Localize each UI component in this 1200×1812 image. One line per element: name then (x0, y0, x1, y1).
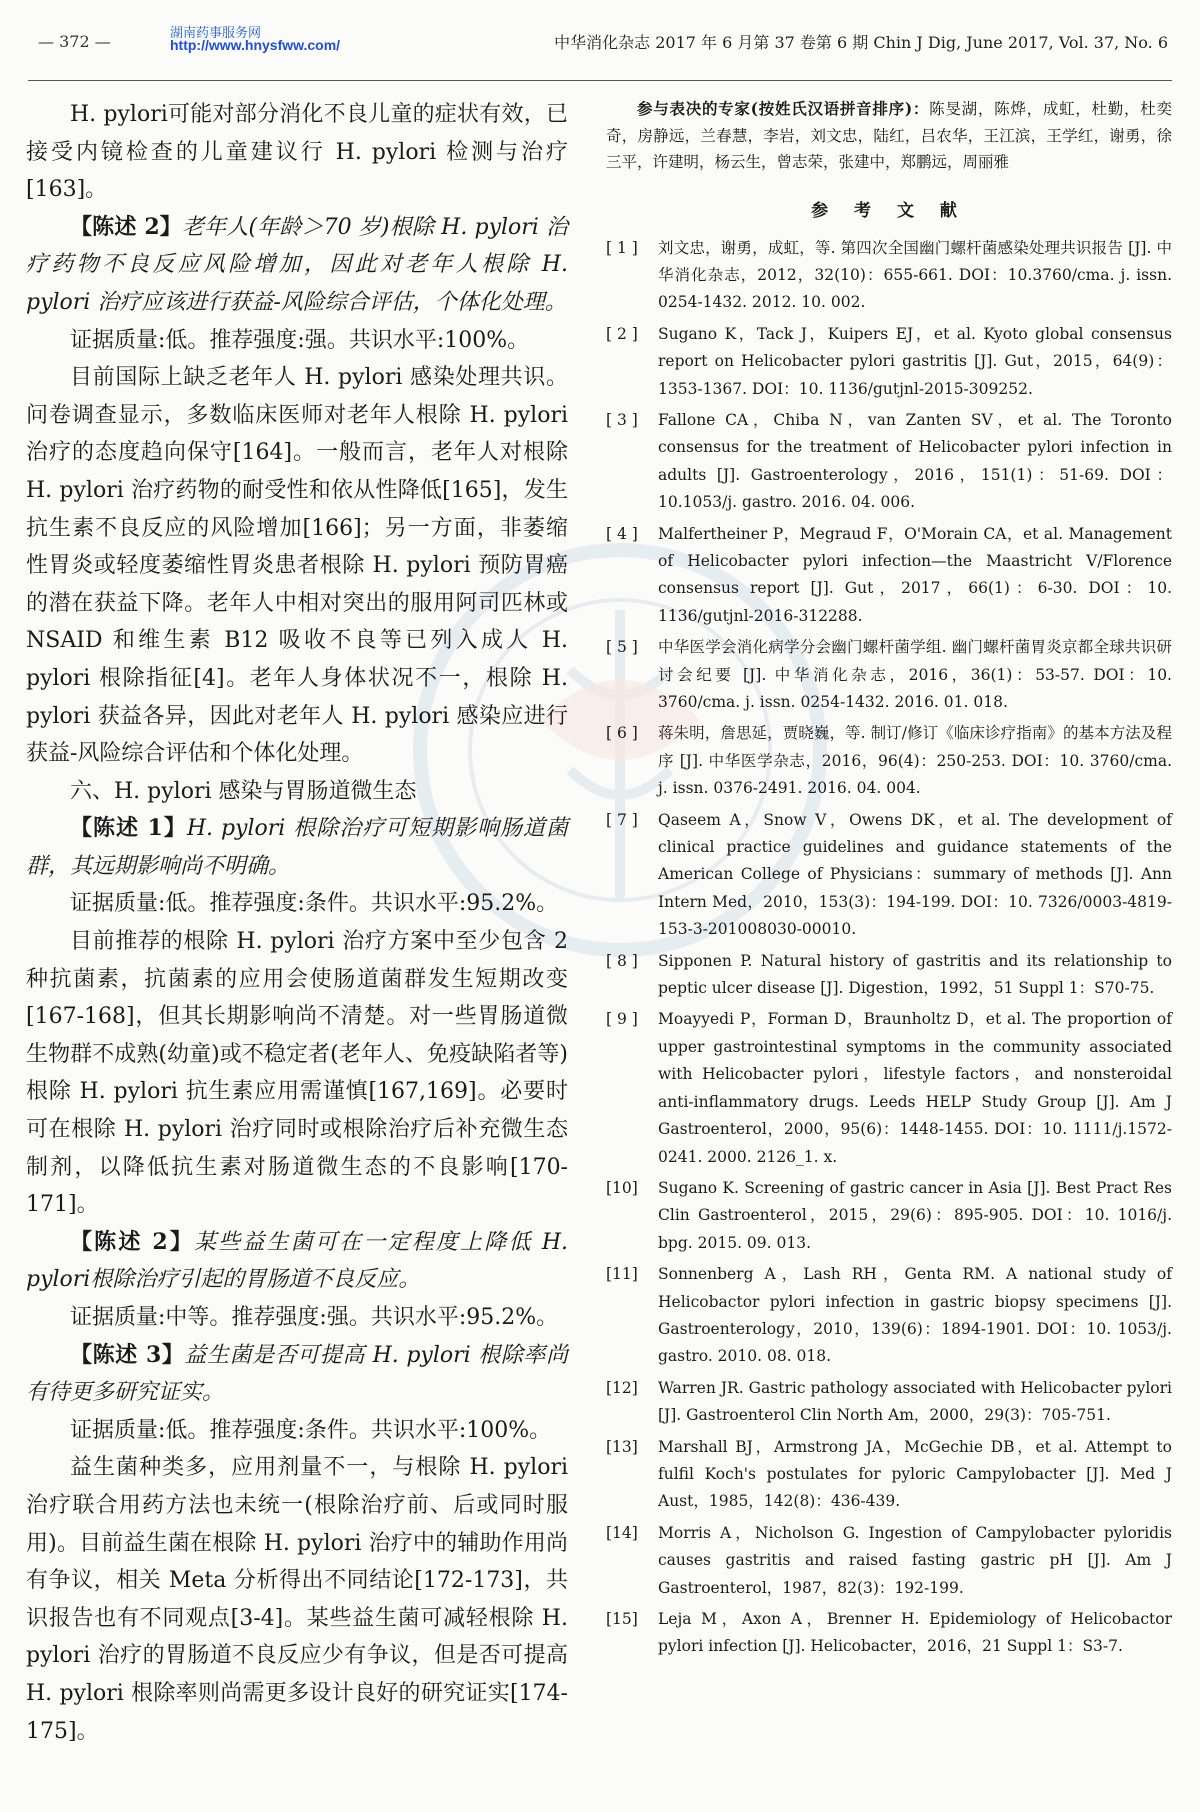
reference-number: [ 5 ] (606, 638, 638, 657)
reference-item (606, 1375, 1172, 1430)
reference-item (606, 720, 1172, 802)
reference-text: 刘文忠，谢勇，成虹，等. 第四次全国幽门螺杆菌感染处理共识报告 [J]. 中华消化杂志，2012，32(10)：655-661. DOI：10.3760/cma. j. issn. 0254-1432. 2012. 10. 002. (658, 238, 1172, 312)
reference-item (606, 1006, 1172, 1170)
reference-text: Qaseem A，Snow V，Owens DK，et al. The development of clinical practice guidelines and guidance statements of the American College of Physicians：summary of methods [J]. Ann Intern Med，2010，153(3)：194-199. DOI：10. 7326/0003-4819-153-3-201008030-00010. (658, 810, 1172, 939)
reference-text: Marshall BJ，Armstrong JA，McGechie DB，et al. Attempt to fulfil Koch's postulates for pyloric Campylobacter [J]. Med J Aust，1985，142(8)：436-439. (658, 1437, 1172, 1511)
reference-text: Warren JR. Gastric pathology associated with Helicobacter pylori [J]. Gastroenterol Clin North Am，2000，29(3)：705-751. (658, 1378, 1172, 1425)
statement-text: 益生菌是否可提高 H. pylori 根除率尚有待更多研究证实。 (26, 1342, 568, 1406)
left-column (26, 96, 568, 1750)
reference-item (606, 807, 1172, 944)
header-rule (28, 80, 1172, 81)
reference-number: [ 1 ] (606, 238, 638, 257)
reference-text: Malfertheiner P，Megraud F，O'Morain CA，et al. Management of Helicobacter pylori infection—the Maastricht V/Florence consensus report [J]. Gut，2017，66(1)：6-30. DOI：10. 1136/gutjnl-2016-312288. (658, 524, 1172, 625)
site-watermark-name: 湖南药事服务网 (170, 26, 262, 41)
reference-item (606, 1261, 1172, 1371)
reference-text: Fallone CA，Chiba N，van Zanten SV，et al. The Toronto consensus for the treatment of Helicobacter pylori infection in adults [J]. Gastroenterology，2016，151(1)：51-69. DOI：10.1053/j. gastro. 2016. 04. 006. (658, 410, 1172, 512)
reference-number: [ 3 ] (606, 410, 638, 429)
statement-label: 【陈述 1】 (70, 815, 187, 842)
statement-label: 【陈述 2】 (70, 213, 182, 240)
reference-text: Leja M，Axon A，Brenner H. Epidemiology of Helicobactor pylori infection [J]. Helicobacter，2016，21 Suppl 1：S3-7. (658, 1610, 1172, 1656)
reference-number: [10] (606, 1178, 638, 1197)
body-paragraph: 目前推荐的根除 H. pylori 治疗方案中至少包含 2 种抗菌素，抗菌素的应用会使肠道菌群发生短期改变[167-168]，但其长期影响尚不清楚。对一些胃肠道微生物群不成熟(幼童)或不稳定者(老年人、免疫缺陷者等)根除 H. pylori 抗生素应用需谨慎[167,169]。必要时可在根除 H. pylori 治疗同时或根除治疗后补充微生态制剂，以降低抗生素对肠道微生态的不良影响[170-171]。 (26, 929, 568, 1218)
references-heading: 参 考 文 献 (811, 200, 967, 221)
reference-item (606, 1520, 1172, 1602)
page-number: — 372 — (38, 32, 111, 51)
reference-text: 中华医学会消化病学分会幽门螺杆菌学组. 幽门螺杆菌胃炎京都全球共识研讨会纪要 [J]. 中华消化杂志，2016，36(1)：53-57. DOI：10. 3760/cma. j. issn. 0254-1432. 2016. 01. 018. (658, 638, 1172, 711)
reference-item (606, 521, 1172, 631)
reference-text: Sugano K. Screening of gastric cancer in Asia [J]. Best Pract Res Clin Gastroenterol，2015，29(6)：895-905. DOI：10. 1016/j. bpg. 2015. 09. 013. (658, 1178, 1172, 1252)
reference-number: [12] (606, 1378, 638, 1397)
statement-paragraph (26, 209, 568, 322)
body-paragraph: H. pylori可能对部分消化不良儿童的症状有效，已接受内镜检查的儿童建议行 H. pylori 检测与治疗[163]。 (26, 102, 568, 203)
journal-citation: 中华消化杂志 2017 年 6 月第 37 卷第 6 期 Chin J Dig, June 2017, Vol. 37, No. 6 (554, 33, 1168, 52)
statement-text: 老年人(年龄＞70 岁)根除 H. pylori 治疗药物不良反应风险增加，因此对老年人根除 H. pylori 治疗应该进行获益-风险综合评估，个体化处理。 (26, 214, 568, 315)
site-watermark-url[interactable]: http://www.hnysfww.com/ (170, 37, 341, 53)
section-heading: 六、H. pylori 感染与胃肠道微生态 (70, 778, 417, 804)
reference-number: [ 9 ] (606, 1010, 638, 1029)
statement-paragraph (26, 810, 568, 885)
reference-item (606, 634, 1172, 716)
evidence-line: 证据质量:中等。推荐强度:强。共识水平:95.2%。 (70, 1305, 559, 1330)
reference-text: Sugano K，Tack J，Kuipers EJ，et al. Kyoto global consensus report on Helicobacter pylori gastritis [J]. Gut，2015，64(9)：1353-1367. DOI：10. 1136/gutjnl-2015-309252. (658, 324, 1172, 398)
statement-text: 某些益生菌可在一定程度上降低 H. pylori根除治疗引起的胃肠道不良反应。 (26, 1229, 568, 1293)
statement-paragraph (26, 1224, 568, 1299)
reference-item (606, 948, 1172, 1003)
statement-label: 【陈述 2】 (70, 1228, 195, 1255)
reference-item (606, 1434, 1172, 1516)
experts-names: 陈旻湖，陈烨，成虹，杜勤，杜奕奇，房静远，兰春慧，李岩，刘文忠，陆红，吕农华，王江滨，王学红，谢勇，徐三平，许建明，杨云生，曾志荣，张建中，郑鹏远，周丽雅 (606, 100, 1172, 171)
reference-item (606, 1606, 1172, 1661)
reference-number: [14] (606, 1523, 638, 1542)
statement-paragraph (26, 1337, 568, 1412)
statement-label: 【陈述 3】 (70, 1341, 185, 1368)
reference-number: [ 8 ] (606, 951, 638, 970)
right-column (606, 96, 1172, 1665)
evidence-line: 证据质量:低。推荐强度:强。共识水平:100%。 (70, 327, 530, 353)
reference-text: Moayyedi P，Forman D，Braunholtz D，et al. The proportion of upper gastrointestinal symptoms in the community associated with Helicobacter pylori，lifestyle factors，and nonsteroidal anti-inflammatory drugs. Leeds HELP Study Group [J]. Am J Gastroenterol，2000，95(6)：1448-1455. DOI：10. 1111/j.1572-0241. 2000. 2126_1. x. (658, 1010, 1172, 1166)
evidence-line: 证据质量:低。推荐强度:条件。共识水平:100%。 (70, 1417, 552, 1443)
reference-number: [15] (606, 1610, 638, 1628)
reference-list (606, 235, 1172, 1661)
statement-text: H. pylori 根除治疗可短期影响肠道菌群，其远期影响尚不明确。 (26, 816, 569, 879)
reference-text: Sipponen P. Natural history of gastritis and its relationship to peptic ulcer disease [J]. Digestion，1992，51 Suppl 1：S70-75. (658, 951, 1172, 998)
reference-item (606, 235, 1172, 317)
reference-number: [ 6 ] (606, 724, 638, 743)
reference-text: Sonnenberg A，Lash RH，Genta RM. A national study of Helicobactor pylori infection in gastric biopsy specimens [J]. Gastroenterology，2010，139(6)：1894-1901. DOI：10. 1053/j. gastro. 2010. 08. 018. (658, 1265, 1172, 1366)
reference-item (606, 407, 1172, 517)
experts-label: 参与表决的专家(按姓氏汉语拼音排序)： (637, 99, 930, 118)
reference-number: [ 2 ] (606, 324, 638, 343)
reference-text: 蒋朱明，詹思延，贾晓巍，等. 制订/修订《临床诊疗指南》的基本方法及程序 [J]. 中华医学杂志，2016，96(4)：250-253. DOI：10. 3760/cma. j. issn. 0376-2491. 2016. 04. 004. (658, 724, 1172, 798)
body-paragraph: 目前国际上缺乏老年人 H. pylori 感染处理共识。问卷调查显示，多数临床医师对老年人根除 H. pylori 治疗的态度趋向保守[164]。一般而言，老年人对根除 H. pylori 治疗药物的耐受性和依从性降低[165]，发生抗生素不良反应的风险增加[166]；另一方面，非萎缩性胃炎或轻度萎缩性胃炎患者根除 H. pylori 预防胃癌的潜在获益下降。老年人中相对突出的服用阿司匹林或 NSAID 和维生素 B12 吸收不良等已列入成人 H. pylori 根除指征[4]。老年人身体状况不一，根除 H. pylori 获益各异，因此对老年人 H. pylori 感染应进行获益-风险综合评估和个体化处理。 (26, 365, 568, 767)
body-paragraph: 益生菌种类多，应用剂量不一，与根除 H. pylori 治疗联合用药方法也未统一(根除治疗前、后或同时服用)。目前益生菌在根除 H. pylori 治疗中的辅助作用尚有争议，相关 Meta 分析得出不同结论[172-173]，共识报告也有不同观点[3-4]。某些益生菌可减轻根除 H. pylori 治疗的胃肠道不良反应少有争议，但是否可提高 H. pylori 根除率则尚需更多设计良好的研究证实[174-175]。 (26, 1455, 568, 1744)
running-header (0, 22, 1200, 62)
reference-item (606, 321, 1172, 403)
reference-item (606, 1175, 1172, 1257)
reference-number: [11] (606, 1265, 638, 1284)
reference-text: Morris A，Nicholson G. Ingestion of Campylobacter pyloridis causes gastritis and raised fasting gastric pH [J]. Am J Gastroenterol，1987，82(3)：192-199. (658, 1523, 1172, 1597)
reference-number: [ 7 ] (606, 810, 638, 829)
reference-number: [13] (606, 1437, 638, 1456)
reference-number: [ 4 ] (606, 524, 638, 543)
evidence-line: 证据质量:低。推荐强度:条件。共识水平:95.2%。 (70, 891, 559, 917)
voting-experts (606, 96, 1172, 176)
